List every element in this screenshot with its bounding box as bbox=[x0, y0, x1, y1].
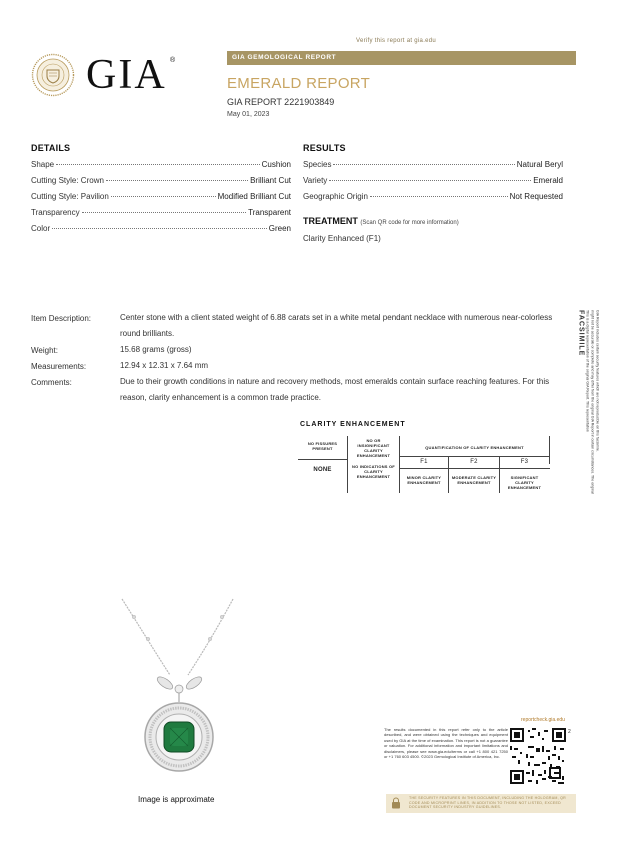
f2-description: MODERATE CLARITY ENHANCEMENT bbox=[451, 475, 497, 485]
detail-value: Modified Brilliant Cut bbox=[217, 192, 291, 201]
result-value: Not Requested bbox=[509, 192, 563, 201]
security-text: THE SECURITY FEATURES IN THIS DOCUMENT, INCLUDING THE HOLOGRAM, QR CODE AND MICROPRINT LINES, IN ADDITION TO THOSE NOT LISTED, EXCEED DOCUMENT SECURITY INDUSTRY GUIDELINES. bbox=[409, 796, 567, 810]
detail-key: Shape bbox=[31, 160, 55, 169]
leader-dots bbox=[329, 180, 531, 181]
verify-link[interactable]: Verify this report at gia.edu bbox=[356, 38, 437, 44]
qr-code-icon[interactable] bbox=[510, 728, 566, 784]
facsimile-line-1: This is a digital representation of the original GIA Report. This representation bbox=[585, 310, 590, 432]
leader-dots bbox=[52, 228, 267, 229]
report-date: May 01, 2023 bbox=[227, 111, 270, 118]
f3-description: SIGNIFICANT CLARITY ENHANCEMENT bbox=[507, 475, 542, 490]
details-heading: DETAILS bbox=[31, 143, 71, 153]
result-key: Geographic Origin bbox=[303, 192, 368, 201]
report-type: EMERALD REPORT bbox=[227, 75, 371, 92]
leader-dots bbox=[56, 164, 260, 165]
lock-icon bbox=[391, 797, 401, 809]
f1-label: F1 bbox=[420, 459, 428, 465]
table-divider bbox=[347, 436, 348, 493]
results-heading: RESULTS bbox=[303, 143, 346, 153]
reportcheck-link[interactable]: reportcheck.gia.edu bbox=[521, 717, 565, 723]
facsimile-title: FACSIMILE bbox=[577, 310, 585, 357]
result-key: Species bbox=[303, 160, 332, 169]
leader-dots bbox=[106, 180, 248, 181]
qr-number: 2 bbox=[568, 729, 571, 735]
details-row-shape bbox=[31, 160, 291, 176]
details-row-transparency bbox=[31, 208, 291, 224]
f2-label: F2 bbox=[470, 459, 478, 465]
table-divider bbox=[399, 456, 550, 457]
pendant-necklace-image bbox=[100, 597, 260, 782]
results-list bbox=[303, 160, 563, 208]
no-fissures-header: NO FISSURES PRESENT bbox=[307, 441, 338, 451]
f1-description: MINOR CLARITY ENHANCEMENT bbox=[406, 475, 442, 485]
measurements-value: 12.94 x 12.31 x 7.64 mm bbox=[120, 361, 209, 370]
details-list bbox=[31, 160, 291, 240]
leader-dots bbox=[370, 196, 508, 197]
detail-value: Transparent bbox=[248, 208, 291, 217]
report-banner: GIA GEMOLOGICAL REPORT bbox=[227, 51, 576, 65]
table-divider bbox=[298, 459, 347, 460]
facsimile-notice bbox=[574, 310, 608, 540]
table-divider bbox=[399, 468, 550, 469]
result-value: Natural Beryl bbox=[516, 160, 563, 169]
facsimile-line-3: GIA Report includes certain security features which are not reproducible on this facsimile. bbox=[595, 310, 600, 452]
detail-value: Brilliant Cut bbox=[250, 176, 291, 185]
weight-label: Weight: bbox=[31, 346, 58, 355]
leader-dots bbox=[82, 212, 247, 213]
comments-label: Comments: bbox=[31, 378, 72, 387]
item-description-value: Center stone with a client stated weight of 6.88 carats set in a white metal pendant necklace with numerous near-colorless round brilliants. bbox=[120, 313, 553, 338]
gia-seal-icon bbox=[31, 53, 75, 97]
detail-key: Cutting Style: Pavilion bbox=[31, 192, 109, 201]
gia-logo: GIA bbox=[86, 52, 167, 98]
disclaimer-text: The results documented in this report refer only to the article described, and were obtained using the techniques and equipment used by GIA at the time of examination. This report is not a guarantee or valuation. For additional information and important limitations and disclaimers, please see www.gia.edu/terms or call +1 800 421 7250 or +1 760 603 4500. ©2023 Gemological Institute of America, Inc. bbox=[384, 727, 508, 760]
no-insignificant-header: NO OR INSIGNIFICANT CLARITY ENHANCEMENT bbox=[356, 438, 391, 458]
treatment-value: Clarity Enhanced (F1) bbox=[303, 234, 381, 243]
clarity-enhancement-title: CLARITY ENHANCEMENT bbox=[300, 421, 406, 428]
registered-mark: ® bbox=[170, 57, 176, 64]
treatment-heading bbox=[303, 216, 459, 226]
clarity-enhancement-table bbox=[298, 436, 550, 493]
facsimile-line-2: might not be accurate or complete and may differ from the original GIA Report in certain circumstances. The original bbox=[590, 310, 595, 494]
details-row-crown bbox=[31, 176, 291, 192]
details-row-pavilion bbox=[31, 192, 291, 208]
image-caption: Image is approximate bbox=[138, 795, 215, 804]
table-divider bbox=[549, 436, 550, 464]
treatment-note: (Scan QR code for more information) bbox=[360, 220, 459, 226]
detail-key: Color bbox=[31, 224, 51, 233]
result-key: Variety bbox=[303, 176, 328, 185]
item-description-label: Item Description: bbox=[31, 314, 92, 323]
results-row-origin bbox=[303, 192, 563, 208]
quantification-header: QUANTIFICATION OF CLARITY ENHANCEMENT bbox=[425, 445, 524, 450]
result-value: Emerald bbox=[533, 176, 563, 185]
weight-value: 15.68 grams (gross) bbox=[120, 345, 192, 354]
results-row-variety bbox=[303, 176, 563, 192]
detail-value: Cushion bbox=[261, 160, 291, 169]
measurements-label: Measurements: bbox=[31, 362, 87, 371]
f3-label: F3 bbox=[520, 459, 529, 465]
leader-dots bbox=[111, 196, 216, 197]
results-row-species bbox=[303, 160, 563, 176]
no-indications-value: NO INDICATIONS OF CLARITY ENHANCEMENT bbox=[352, 464, 395, 479]
detail-value: Green bbox=[268, 224, 291, 233]
none-value: NONE bbox=[313, 467, 332, 473]
detail-key: Transparency bbox=[31, 208, 80, 217]
detail-key: Cutting Style: Crown bbox=[31, 176, 104, 185]
details-row-color bbox=[31, 224, 291, 240]
treatment-title: TREATMENT bbox=[303, 216, 358, 226]
report-number: GIA REPORT 2221903849 bbox=[227, 97, 335, 107]
leader-dots bbox=[333, 164, 514, 165]
comments-value: Due to their growth conditions in nature and recovery methods, most emeralds contain surface reaching features. For this reason, clarity enhancement is a common trade practice. bbox=[120, 377, 550, 402]
